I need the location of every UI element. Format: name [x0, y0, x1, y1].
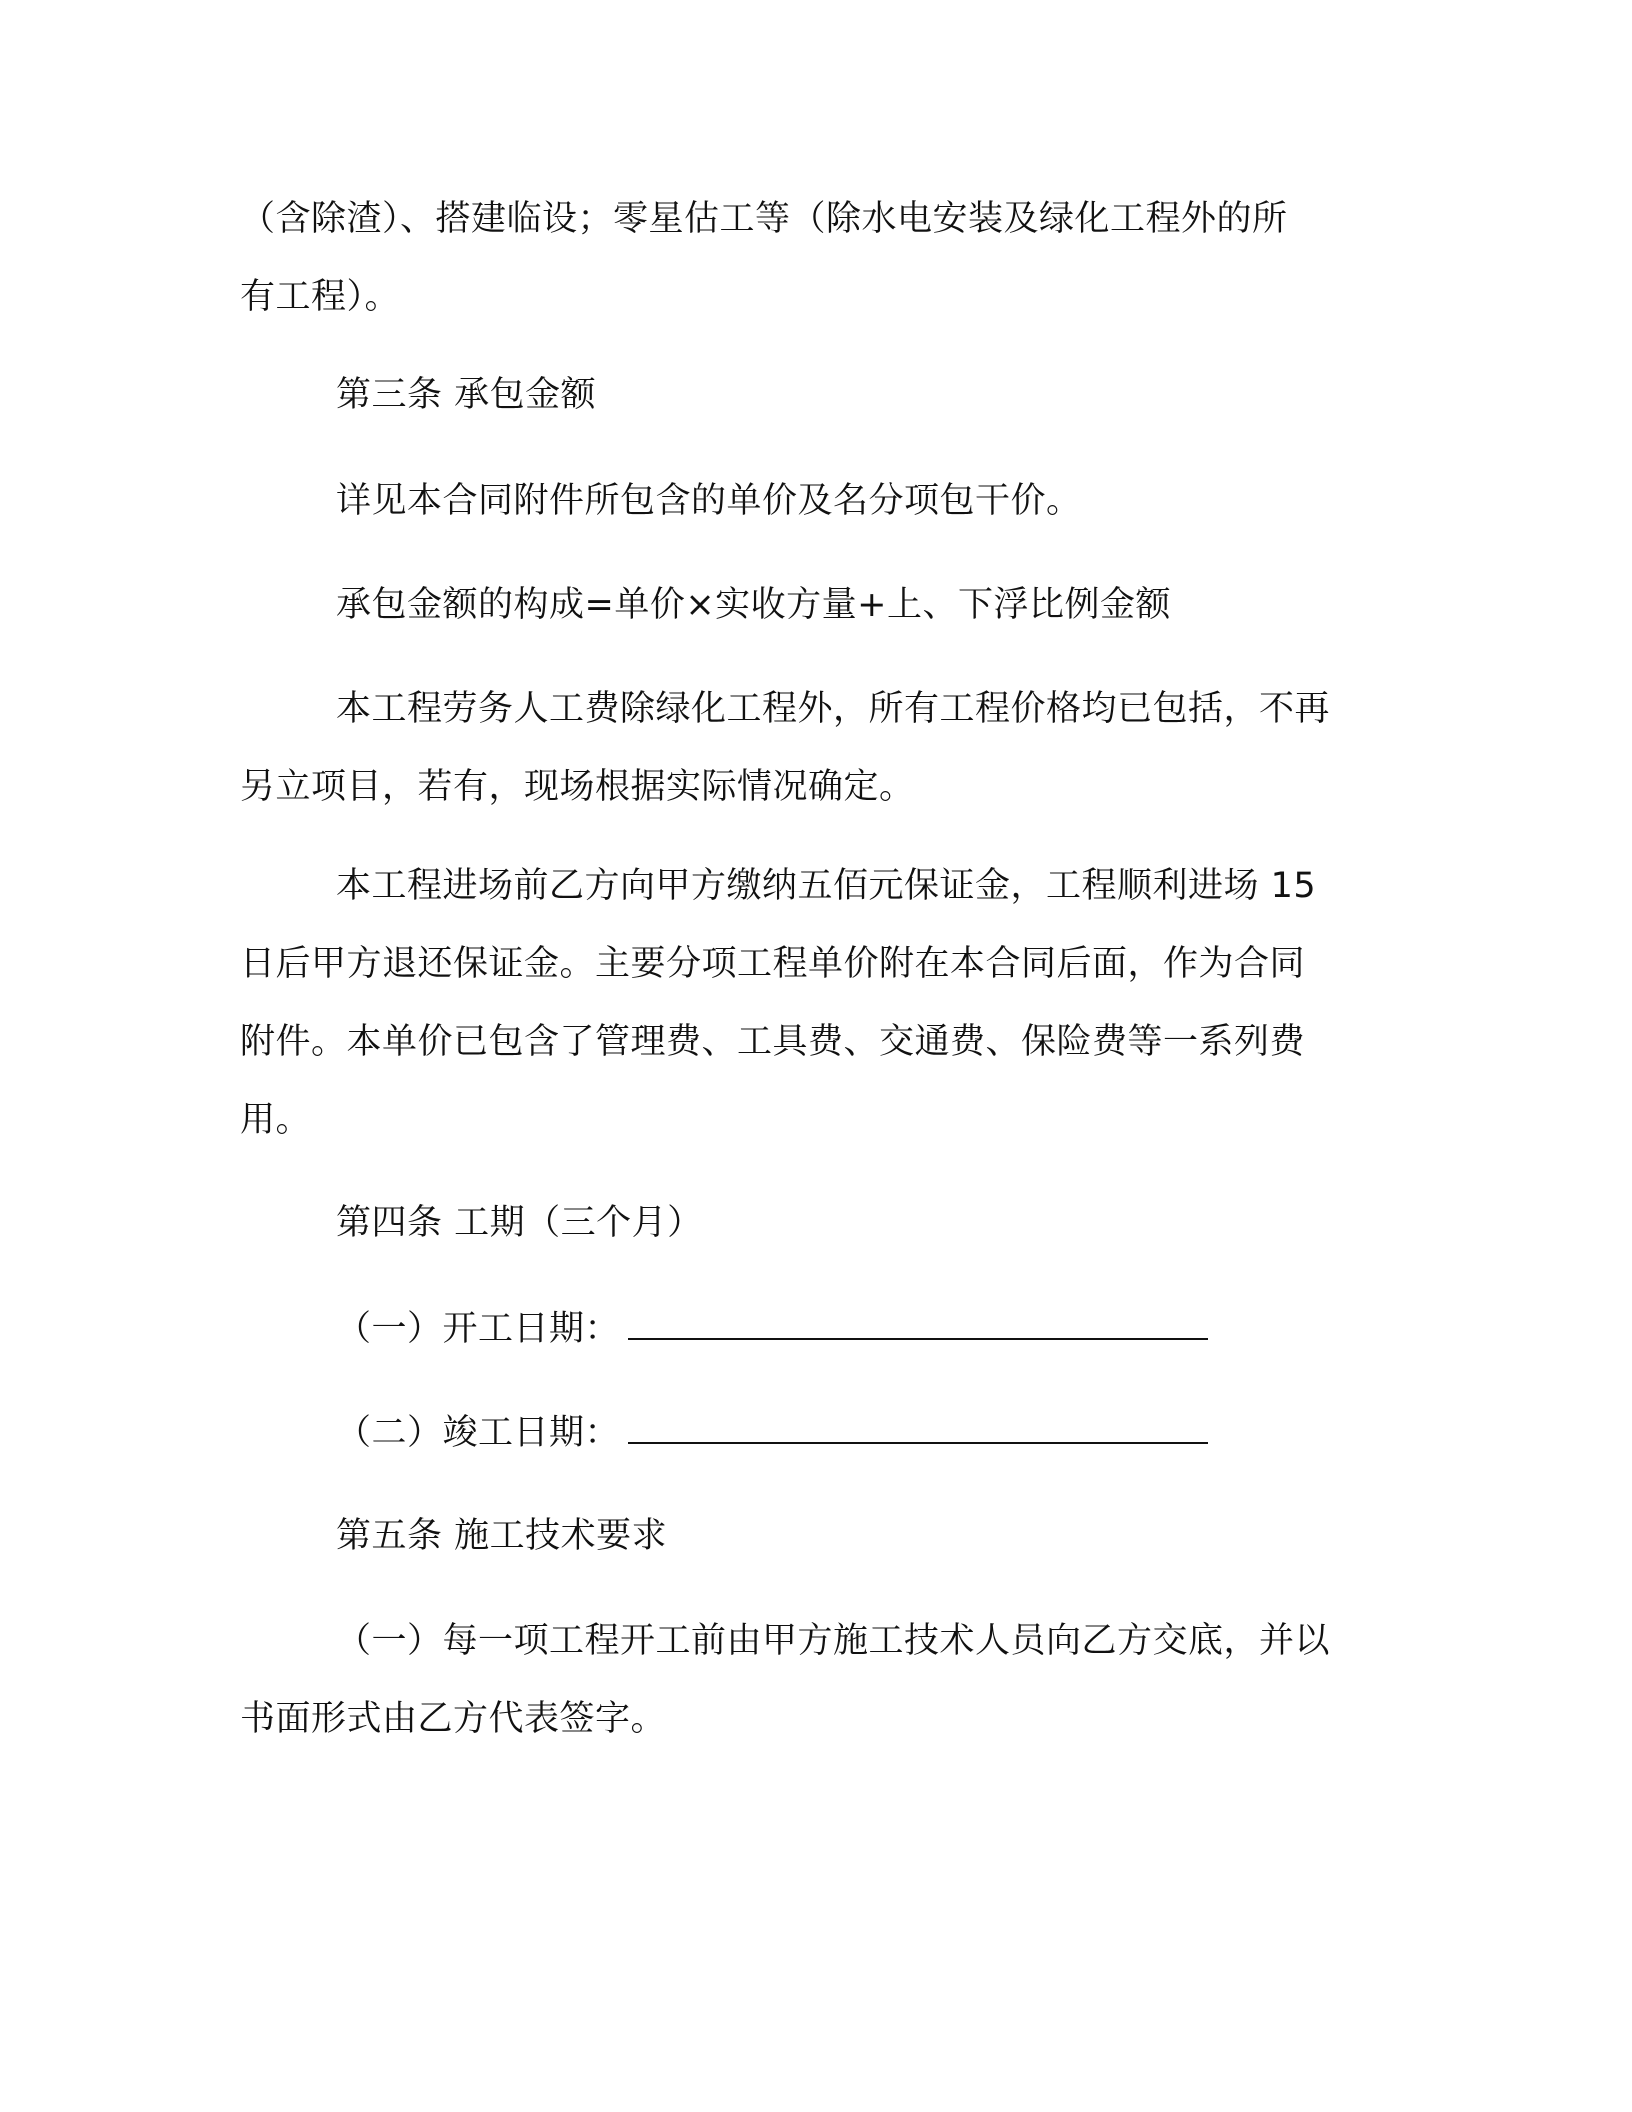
article-4-title: 第四条 工期（三个月） [336, 1203, 703, 1243]
labor-line-2: 另立项目，若有，现场根据实际情况确定。 [240, 767, 915, 807]
start-date-row [336, 1290, 1336, 1368]
start-date-blank[interactable] [628, 1308, 1208, 1340]
detail-paragraph: 详见本合同附件所包含的单价及名分项包干价。 [336, 481, 1082, 521]
end-date-blank[interactable] [628, 1412, 1208, 1444]
end-date-label: （二）竣工日期： [336, 1413, 621, 1453]
deposit-line-1: 本工程进场前乙方向甲方缴纳五佰元保证金，工程顺利进场 15 [336, 866, 1317, 906]
deposit-line-2: 日后甲方退还保证金。主要分项工程单价附在本合同后面，作为合同 [240, 944, 1306, 984]
scope-paragraph [240, 180, 1410, 336]
article-5-title: 第五条 施工技术要求 [336, 1516, 668, 1556]
end-date-row [336, 1394, 1336, 1472]
deposit-paragraph [240, 847, 1410, 1159]
deposit-line-4: 用。 [240, 1100, 312, 1140]
article-3-title: 第三条 承包金额 [336, 375, 597, 415]
tech-line-1: （一）每一项工程开工前由甲方施工技术人员向乙方交底，并以 [336, 1621, 1331, 1661]
start-date-label: （一）开工日期： [336, 1309, 621, 1349]
deposit-line-3: 附件。本单价已包含了管理费、工具费、交通费、保险费等一系列费 [240, 1022, 1306, 1062]
tech-paragraph [240, 1602, 1410, 1758]
scope-line-1: （含除渣）、搭建临设；零星估工等（除水电安装及绿化工程外的所 [240, 199, 1288, 239]
labor-line-1: 本工程劳务人工费除绿化工程外，所有工程价格均已包括，不再 [336, 689, 1331, 729]
tech-line-2: 书面形式由乙方代表签字。 [240, 1699, 667, 1739]
scope-line-2: 有工程）。 [240, 277, 401, 317]
labor-paragraph [240, 670, 1410, 826]
formula-paragraph: 承包金额的构成=单价×实收方量+上、下浮比例金额 [336, 585, 1171, 625]
